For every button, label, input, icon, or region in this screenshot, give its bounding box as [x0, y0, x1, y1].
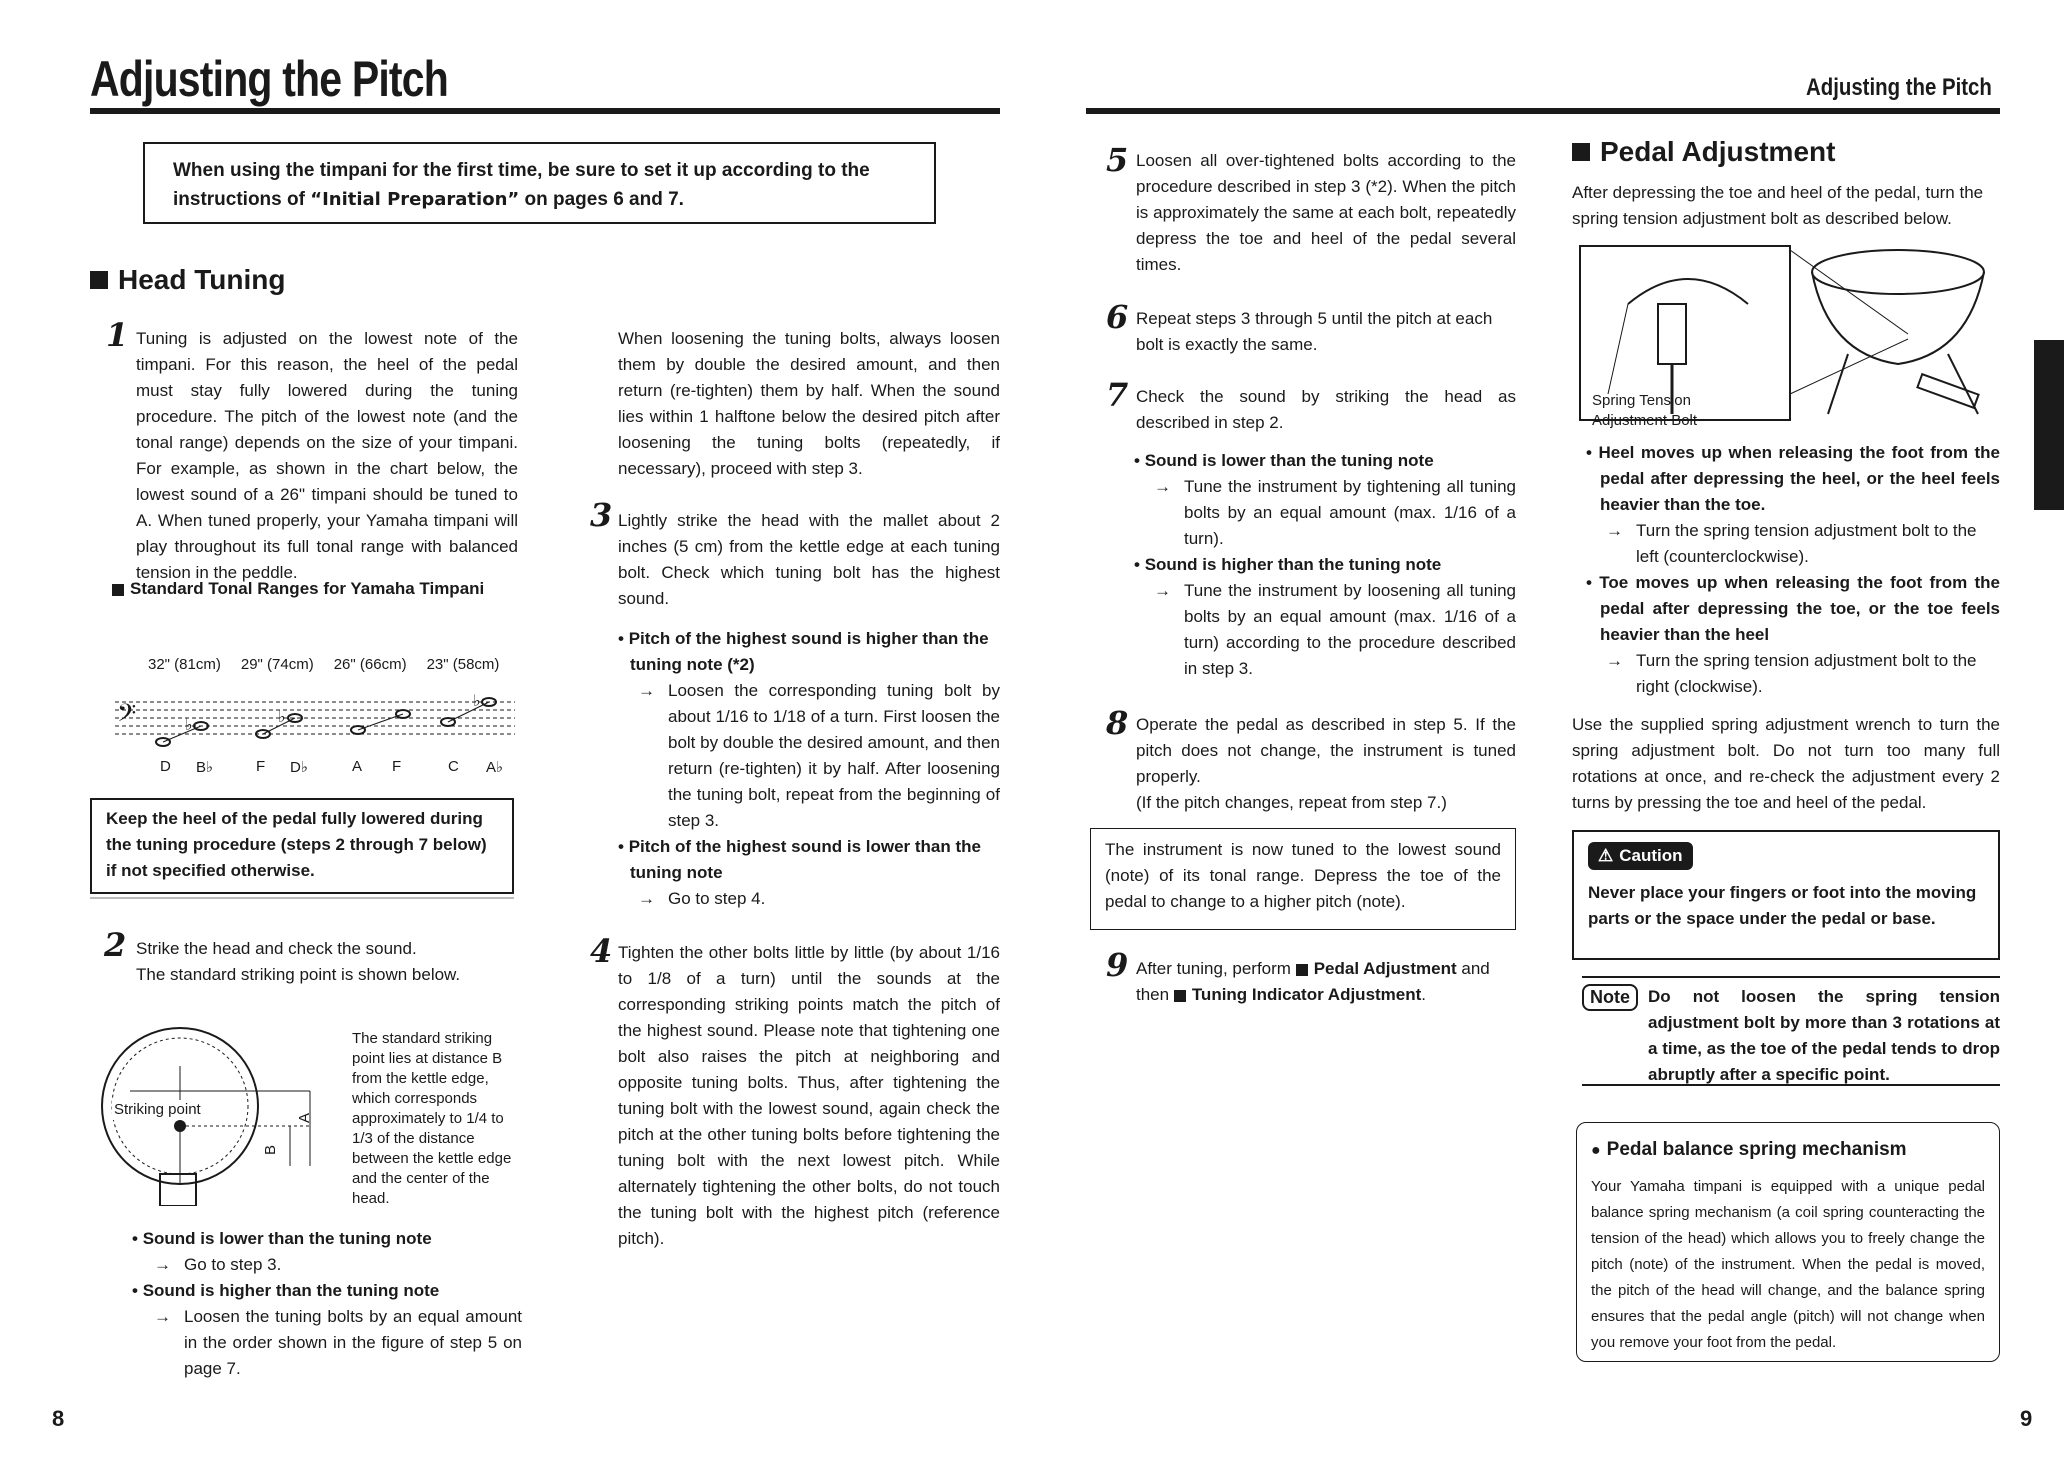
intro-text: When using the timpani for the first time, be sure to set it up according to the instructions of “Initial Preparation” on pages 6 and 7. — [173, 160, 870, 210]
size-23: 23" (58cm) — [426, 656, 500, 673]
step-1-number: 1 — [106, 316, 129, 354]
outcome-higher-pitch-action: → Loosen the corresponding tuning bolt by about 1/16 to 1/18 of a turn. First loosen the bolt by double the desired amount, and then return (re-tighten) it by half. After loosening the tuning bolt, repeat from the beginning of step 3. — [638, 681, 1000, 830]
tuned-info-text: The instrument is now tuned to the lowest sound (note) of its tonal range. Depress the toe of the pedal to change to a higher pitch (note). — [1105, 840, 1501, 911]
step-2-number: 2 — [104, 926, 127, 964]
square-bullet-icon — [90, 271, 108, 289]
balance-heading: ● Pedal balance spring mechanism — [1591, 1139, 1907, 1160]
step-4-text: Tighten the other bolts little by little (by about 1/16 to 1/8 of a turn) until the sounds at the corresponding striking points match the pitch of the highest sound. Please note that tightening one bolt also raises the pitch at neighboring and opposite tuning bolts. Thus, after tightening the tuning bolt with the lowest sound, again check the pitch at the other tuning bolts before tightening the tuning bolt with the next lowest pitch. While alternately tightening the other bolts, do not touch the tuning bolt with the highest pitch (reference pitch). — [618, 943, 1000, 1248]
tuned-info-box — [1090, 828, 1516, 930]
heel-up-action: → Turn the spring tension adjustment bolt to the left (counterclockwise). — [1606, 521, 1977, 566]
step-3-text: Lightly strike the head with the mallet about 2 inches (5 cm) from the kettle edge at each tuning bolt. Check which tuning bolt has the highest sound. — [618, 511, 1000, 608]
note-name: F — [256, 758, 266, 775]
outcome-lower-pitch-action: → Go to step 4. — [638, 889, 766, 908]
pedal-intro: After depressing the toe and heel of the pedal, turn the spring tension adjustment bolt as described below. — [1572, 183, 1984, 228]
step-8-number: 8 — [1106, 704, 1129, 742]
step-6-number: 6 — [1106, 298, 1129, 336]
step-5-text: Loosen all over-tightened bolts according to the procedure described in step 3 (*2). When the pitch is approximately the same at each bolt, repeatedly depress the toe and heel of the pedal several times. — [1136, 151, 1516, 274]
distance-a-label: A — [296, 1112, 314, 1124]
step-2-outcomes — [132, 1226, 522, 1382]
step-7-text: Check the sound by striking the head as described in step 2. — [1136, 387, 1516, 432]
striking-point-label: Striking point — [114, 1101, 201, 1118]
pedal-adjustment-heading: Pedal Adjustment — [1572, 136, 1835, 168]
step-6-text: Repeat steps 3 through 5 until the pitch at each bolt is exactly the same. — [1136, 309, 1493, 354]
size-32: 32" (81cm) — [148, 656, 221, 673]
note-box — [1582, 976, 2000, 1086]
note-text: Do not loosen the spring tension adjustment bolt by more than 3 rotations at a time, as the toe of the pedal tends to drop abruptly after a specific point. — [1648, 987, 2000, 1084]
outcome-higher-action: → Loosen the tuning bolts by an equal amount in the order shown in the figure of step 5 on page 7. — [154, 1307, 522, 1378]
step-3-outcomes — [618, 626, 1000, 912]
intro-box — [143, 142, 936, 224]
step-3-number: 3 — [590, 496, 613, 534]
svg-text:𝄢: 𝄢 — [117, 699, 137, 734]
right-page-header: Adjusting the Pitch — [1806, 74, 1992, 101]
note-name: A♭ — [486, 759, 504, 776]
wrench-text: Use the supplied spring adjustment wrench to turn the spring adjustment bolt. Do not turn too many full rotations at once, and re-check the adjustment every 2 turns by pressing the toe and heel of the pedal. — [1572, 715, 2000, 812]
s7-lower-title: • Sound is lower than the tuning note — [1134, 451, 1434, 470]
note-name: F — [392, 758, 402, 775]
svg-text:♭: ♭ — [473, 691, 481, 710]
outcome-higher-title: • Sound is higher than the tuning note — [132, 1281, 440, 1300]
step-8-text: Operate the pedal as described in step 5. If the pitch does not change, the instrument is tuned properly. — [1136, 715, 1516, 786]
music-staff — [115, 690, 515, 754]
size-26: 26" (66cm) — [333, 656, 407, 673]
svg-text:♭: ♭ — [278, 707, 286, 726]
svg-text:♭: ♭ — [185, 715, 193, 734]
outcome-lower-title: • Sound is lower than the tuning note — [132, 1229, 432, 1248]
step-7-outcomes — [1134, 448, 1516, 682]
balance-text: Your Yamaha timpani is equipped with a unique pedal balance spring mechanism (a coil spring counteracting the tension of the head) which allows you to freely change the pitch (note) of the instrument. When the pedal is moved, the pitch of the head will change, and the balance spring ensures that the pedal angle (pitch) will not change when you remove your foot from the pedal. — [1591, 1178, 1985, 1351]
step-9-text: After tuning, perform Pedal Adjustment and then Tuning Indicator Adjustment. — [1136, 959, 1490, 1004]
caution-badge: ⚠ Caution — [1588, 842, 1693, 870]
section-tab-marker — [2034, 340, 2064, 510]
note-name: A — [352, 758, 363, 775]
timpani-sizes — [148, 656, 528, 673]
note-name: D♭ — [290, 759, 308, 776]
warning-triangle-icon: ⚠ — [1598, 846, 1614, 865]
s7-higher-action: → Tune the instrument by loosening all tuning bolts by an equal amount (max. 1/16 of a turn) according to the procedure described in step 3. — [1154, 581, 1516, 678]
header-rule-right — [1086, 108, 2000, 114]
page-title: Adjusting the Pitch — [90, 51, 448, 107]
heel-warning-text: Keep the heel of the pedal fully lowered during the tuning procedure (steps 2 through 7 below) if not specified otherwise. — [106, 809, 487, 880]
note-name: D — [160, 758, 171, 775]
heel-up-title: • Heel moves up when releasing the foot from the pedal after depressing the heel, or the heel feels heavier than the toe. — [1586, 443, 2000, 514]
head-tuning-heading: Head Tuning — [90, 264, 285, 296]
spring-bolt-label: Spring Tension Adjustment Bolt — [1592, 392, 1698, 429]
loosen-text: When loosening the tuning bolts, always loosen them by double the desired amount, and then return (re-tighten) them by half. When the sound lies within 1 halftone below the desired pitch after loosening the tuning bolts (repeatedly, if necessary), proceed with step 3. — [618, 329, 1000, 478]
header-rule-left — [90, 108, 1000, 114]
box-shadow-rule — [90, 897, 514, 899]
s7-lower-action: → Tune the instrument by tightening all tuning bolts by an equal amount (max. 1/16 of a turn). — [1154, 477, 1516, 548]
heel-warning-box — [90, 798, 514, 894]
outcome-lower-action: → Go to step 3. — [154, 1255, 282, 1274]
toe-up-action: → Turn the spring tension adjustment bolt to the right (clockwise). — [1606, 651, 1977, 696]
s7-higher-title: • Sound is higher than the tuning note — [1134, 555, 1442, 574]
staff-svg — [115, 690, 515, 754]
note-name: B♭ — [196, 759, 214, 776]
balance-spring-box — [1576, 1122, 2000, 1362]
distance-b-label: B — [262, 1144, 280, 1156]
note-badge: Note — [1582, 984, 1638, 1011]
caution-box — [1572, 830, 2000, 960]
diagram-caption: The standard striking point lies at distance B from the kettle edge, which corresponds approximately to 1/4 to 1/3 of the distance between the kettle edge and the center of the head. — [352, 1030, 512, 1207]
outcome-higher-pitch-title: • Pitch of the highest sound is higher than the tuning note (*2) — [618, 629, 989, 674]
caution-text: Never place your fingers or foot into the moving parts or the space under the pedal or base. — [1588, 883, 1977, 928]
step-4-number: 4 — [590, 932, 613, 970]
square-bullet-icon — [1572, 143, 1590, 161]
step-8-paren: (If the pitch changes, repeat from step 7.) — [1136, 793, 1447, 812]
note-name: C — [448, 758, 459, 775]
step-7-number: 7 — [1106, 376, 1129, 414]
step-2-line1: Strike the head and check the sound. — [136, 939, 417, 958]
step-1-text: Tuning is adjusted on the lowest note of the timpani. For this reason, the heel of the pedal must stay fully lowered during the tuning procedure. The pitch of the lowest note (and the tonal range) depends on the size of your timpani. For example, as shown in the chart below, the lowest sound of a 26" timpani should be tuned to A. When tuned properly, your Yamaha timpani will play throughout its full tonal range with balanced tension in the peddle. — [136, 329, 518, 582]
step-5-number: 5 — [1106, 141, 1129, 179]
toe-up-title: • Toe moves up when releasing the foot from the pedal after depressing the toe, or the toe feels heavier than the heel — [1586, 573, 2000, 644]
size-29: 29" (74cm) — [240, 656, 314, 673]
page-number-left: 8 — [52, 1406, 65, 1431]
step-9-number: 9 — [1106, 946, 1129, 984]
pedal-outcomes — [1586, 440, 2000, 700]
step-2-line2: The standard striking point is shown below. — [136, 965, 461, 984]
outcome-lower-pitch-title: • Pitch of the highest sound is lower than the tuning note — [618, 837, 981, 882]
page-number-right: 9 — [2020, 1406, 2033, 1431]
tonal-ranges-heading: Standard Tonal Ranges for Yamaha Timpani — [112, 576, 484, 602]
